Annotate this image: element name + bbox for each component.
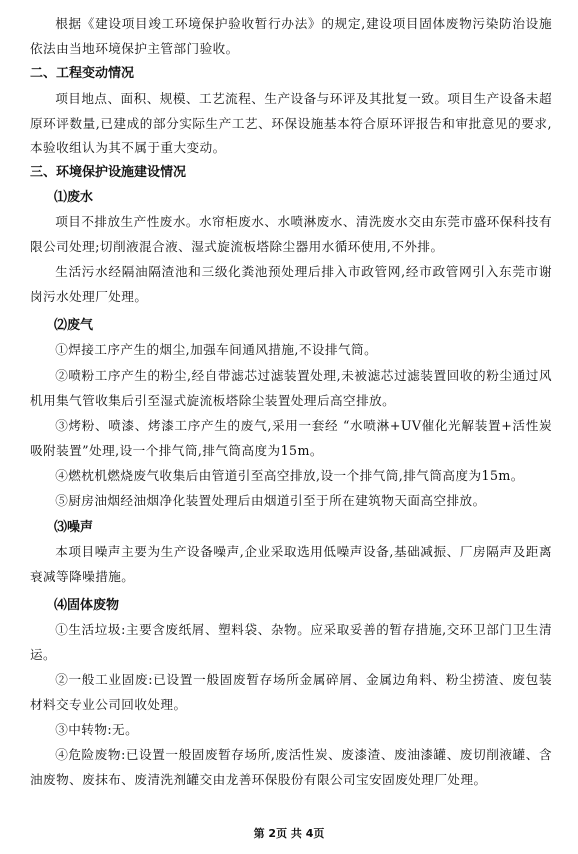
gas-paragraph-2: ②喷粉工序产生的粉尘,经自带滤芯过滤装置处理,未被滤芯过滤装置回收的粉尘通过风机用集气管收集后引至湿式旋流板塔除尘装置处理后高空排放。 [30, 368, 552, 408]
page-number: 第 2页 共 4页 [253, 827, 325, 840]
section-heading-change: 二、工程变动情况 [30, 66, 135, 81]
solid-waste-paragraph-2: ②一般工业固废:已设置一般固废暂存场所金属碎屑、金属边角料、粉尘捞渣、废包装材料交专业公司回收处理。 [30, 672, 552, 712]
solid-waste-paragraph-4: ④危险废物:已设置一般固废暂存场所,废活性炭、废漆渣、废油漆罐、废切削液罐、含油废物、废抹布、废清洗剂罐交由龙善环保股份有限公司宝安固废处理厂处理。 [30, 747, 552, 787]
subheading-noise: ⑶噪声 [54, 520, 94, 535]
subheading-water: ⑴废水 [54, 190, 94, 205]
noise-paragraph: 本项目噪声主要为生产设备噪声,企业采取选用低噪声设备,基础减振、厂房隔声及距离衰减等降噪措施。 [30, 544, 552, 584]
gas-paragraph-5: ⑤厨房油烟经油烟净化装置处理后由烟道引至于所在建筑物天面高空排放。 [55, 493, 486, 508]
water-paragraph-1: 项目不排放生产性废水。水帘柜废水、水喷淋废水、清洗废水交由东莞市盛环保科技有限公司处理;切削液混合液、湿式旋流板塔除尘器用水循环使用,不外排。 [30, 214, 552, 254]
section-heading-facilities: 三、环境保护设施建设情况 [30, 165, 187, 180]
water-paragraph-2: 生活污水经隔油隔渣池和三级化粪池预处理后排入市政管网,经市政管网引入东莞市谢岗污水处理厂处理。 [30, 264, 552, 304]
subheading-gas: ⑵废气 [54, 318, 94, 333]
solid-waste-paragraph-1: ①生活垃圾:主要含废纸屑、塑料袋、杂物。应采取妥善的暂存措施,交环卫部门卫生清运。 [30, 622, 552, 662]
solid-waste-paragraph-3: ③中转物:无。 [55, 722, 139, 737]
subheading-solid-waste: ⑷固体废物 [54, 598, 120, 613]
change-paragraph: 项目地点、面积、规模、工艺流程、生产设备与环评及其批复一致。项目生产设备未超原环评数量,已建成的部分实际生产工艺、环保设施基本符合原环评报告和审批意见的要求,本验收组认为其不属于重大变动。 [30, 91, 552, 155]
gas-paragraph-1: ①焊接工序产生的烟尘,加强车间通风措施,不设排气筒。 [55, 342, 378, 357]
gas-paragraph-4: ④燃枕机燃烧废气收集后由管道引至高空排放,设一个排气筒,排气筒高度为15m。 [55, 468, 524, 483]
gas-paragraph-3: ③烤粉、喷漆、烤漆工序产生的废气,采用一套经 “水喷淋+UV催化光解装置+活性炭吸附装置”处理,设一个排气筒,排气筒高度为15m。 [30, 418, 552, 458]
intro-paragraph: 根据《建设项目竣工环境保护验收暂行办法》的规定,建设项目固体废物污染防治设施依法由当地环境保护主管部门验收。 [30, 16, 552, 56]
